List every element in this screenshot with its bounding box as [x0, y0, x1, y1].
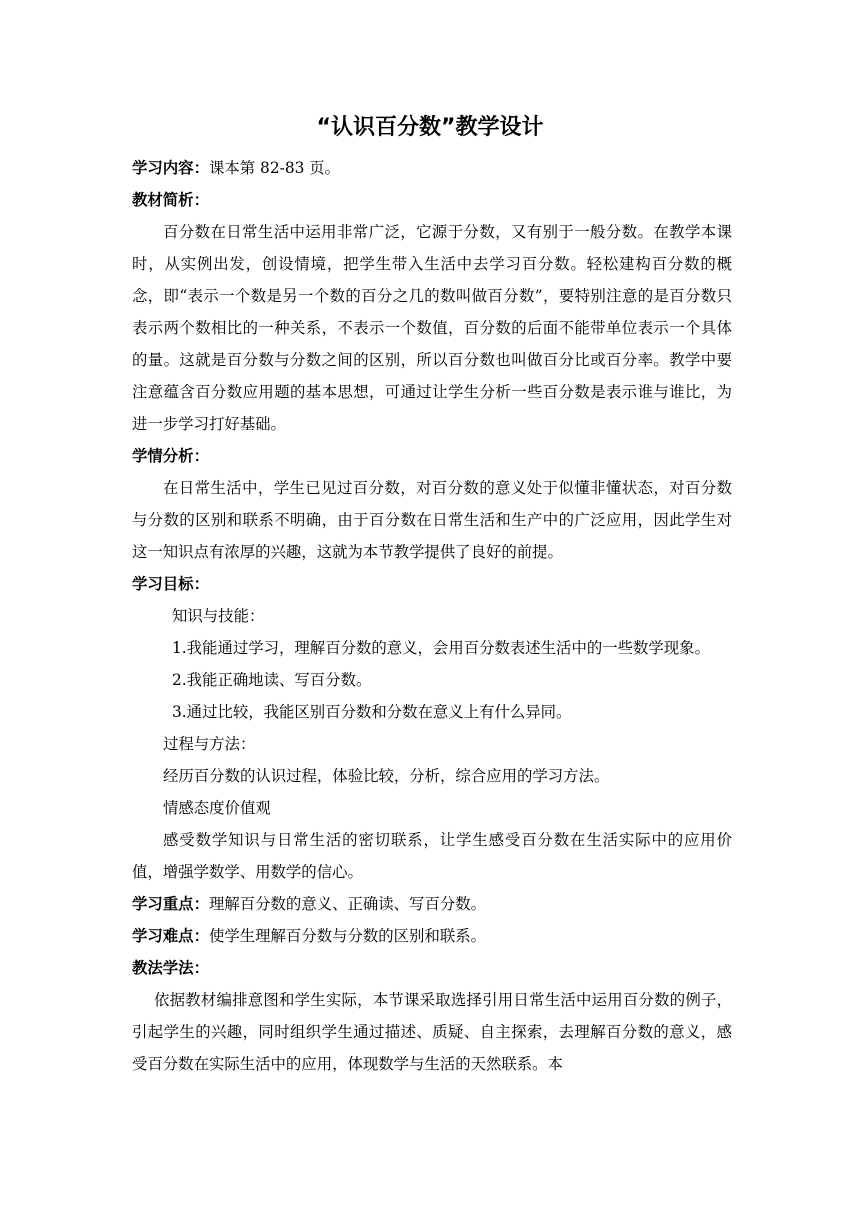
content-text: 课本第 82-83 页。	[208, 159, 341, 177]
process-text: 经历百分数的认识过程，体验比较，分析，综合应用的学习方法。	[163, 767, 610, 785]
material-heading: 教材简析：	[132, 191, 209, 209]
emotion-text: 感受数学知识与日常生活的密切联系，让学生感受百分数在生活实际中的应用价值，增强学数学、用数学的信心。	[132, 831, 732, 881]
difficulty-text: 使学生理解百分数与分数的区别和联系。	[208, 927, 487, 945]
difficulty-line	[132, 920, 732, 952]
content-label: 学习内容：	[132, 159, 209, 177]
goals-heading: 学习目标：	[132, 575, 209, 593]
method-paragraph: 依据教材编排意图和学生实际，本节课采取选择引用日常生活中运用百分数的例子，引起学生的兴趣，同时组织学生通过描述、质疑、自主探索，去理解百分数的意义，感受百分数在实际生活中的应用，体现数学与生活的天然联系。本	[132, 991, 732, 1073]
goal-item: 1.我能通过学习，理解百分数的意义，会用百分数表述生活中的一些数学现象。	[172, 639, 710, 657]
key-point-text: 理解百分数的意义、正确读、写百分数。	[208, 895, 487, 913]
key-point-line	[132, 888, 732, 920]
situation-heading: 学情分析：	[132, 447, 209, 465]
document-body	[132, 152, 732, 1080]
knowledge-heading: 知识与技能：	[172, 607, 265, 625]
goal-item: 3.通过比较，我能区别百分数和分数在意义上有什么异同。	[172, 703, 572, 721]
method-heading: 教法学法：	[132, 959, 209, 977]
key-point-label: 学习重点：	[132, 895, 209, 913]
goal-item: 2.我能正确地读、写百分数。	[172, 671, 372, 689]
difficulty-label: 学习难点：	[132, 927, 209, 945]
material-paragraph: 百分数在日常生活中运用非常广泛，它源于分数，又有别于一般分数。在教学本课时，从实例出发，创设情境，把学生带入生活中去学习百分数。轻松建构百分数的概念，即“表示一个数是另一个数的百分之几的数叫做百分数”，要特别注意的是百分数只表示两个数相比的一种关系，不表示一个数值，百分数的后面不能带单位表示一个具体的量。这就是百分数与分数之间的区别，所以百分数也叫做百分比或百分率。教学中要注意蕴含百分数应用题的基本思想，可通过让学生分析一些百分数是表示谁与谁比，为进一步学习打好基础。	[132, 223, 732, 433]
document-title: “认识百分数”教学设计	[316, 115, 544, 140]
process-heading: 过程与方法：	[163, 735, 256, 753]
situation-paragraph: 在日常生活中，学生已见过百分数，对百分数的意义处于似懂非懂状态，对百分数与分数的区别和联系不明确，由于百分数在日常生活和生产中的广泛应用，因此学生对这一知识点有浓厚的兴趣，这就为本节教学提供了良好的前提。	[132, 479, 732, 561]
content-line	[132, 152, 732, 184]
emotion-heading: 情感态度价值观	[163, 799, 271, 817]
